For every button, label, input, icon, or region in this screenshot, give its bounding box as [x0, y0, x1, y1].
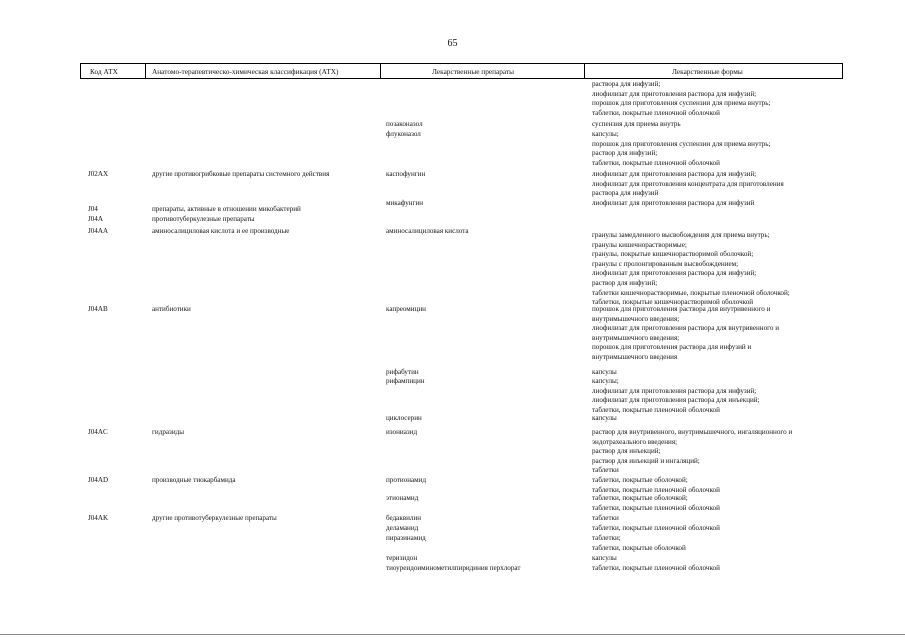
- atc-classification: производные тиокарбамида: [152, 476, 236, 484]
- header-divider: [584, 63, 585, 78]
- dosage-form-line: таблетки, покрытые оболочкой: [592, 543, 686, 552]
- dosage-form-line: раствора для инфузий: [592, 189, 659, 198]
- dosage-form-line: внутримышечного введения;: [592, 314, 680, 323]
- page-bottom-edge: [0, 634, 905, 635]
- dosage-form-line: гранулы с пролонгированным высвобождением;: [592, 259, 739, 268]
- dosage-form-line: внутримышечного введения;: [592, 333, 680, 342]
- dosage-form-line: капсулы;: [592, 130, 619, 138]
- dosage-form-line: лиофилизат для приготовления раствора для инъекций;: [592, 396, 760, 405]
- atc-classification: антибиотики: [152, 305, 191, 313]
- dosage-form-line: таблетки: [592, 466, 619, 475]
- dosage-form-line: таблетки, покрытые оболочкой;: [592, 476, 688, 484]
- dosage-form-line: таблетки кишечнорастворимые, покрытые пленочной оболочкой;: [592, 288, 790, 297]
- header-bottom-rule: [80, 78, 843, 79]
- atc-classification: противотуберкулезные препараты: [152, 215, 255, 223]
- dosage-form-line: капсулы: [592, 414, 617, 422]
- dosage-form-line: капсулы: [592, 554, 617, 562]
- drug-name: протионамид: [386, 476, 427, 484]
- drug-name: бедаквилин: [386, 514, 422, 522]
- header-divider: [145, 63, 146, 78]
- dosage-form-line: капсулы: [592, 368, 617, 376]
- dosage-form-line: таблетки, покрытые пленочной оболочкой: [592, 108, 720, 117]
- dosage-form-line: суспензия для приема внутрь: [592, 120, 681, 128]
- dosage-forms: [592, 514, 619, 524]
- dosage-form-line: лиофилизат для приготовления раствора для инфузий;: [592, 89, 757, 98]
- dosage-form-line: лиофилизат для приготовления раствора для внутривенного и: [592, 324, 780, 333]
- dosage-form-line: таблетки;: [592, 534, 621, 542]
- dosage-forms: [592, 130, 770, 168]
- atc-code: J04A: [88, 215, 103, 223]
- dosage-forms: [592, 534, 686, 553]
- header-divider: [842, 63, 843, 78]
- drug-name: изониазид: [386, 428, 418, 436]
- drug-name: каспофунгин: [386, 170, 426, 178]
- dosage-form-line: раствор для инфузий;: [592, 278, 658, 287]
- dosage-forms: [592, 494, 720, 513]
- header-code: Код АТХ: [90, 67, 118, 76]
- dosage-form-line: эндотрахеального введения;: [592, 437, 678, 446]
- dosage-form-line: внутримышечного введения: [592, 352, 678, 361]
- drug-name: рифампицин: [386, 377, 425, 385]
- atc-code: J04AC: [88, 428, 108, 436]
- header-divider: [380, 63, 381, 78]
- dosage-form-line: лиофилизат для приготовления концентрата для приготовления: [592, 179, 784, 188]
- dosage-form-line: лиофилизат для приготовления раствора для инфузий;: [592, 170, 757, 178]
- dosage-form-line: таблетки: [592, 514, 619, 522]
- header-forms: Лекарственные формы: [672, 67, 743, 76]
- atc-classification: препараты, активные в отношении микобактерий: [152, 205, 301, 213]
- drug-name: флуконазол: [386, 130, 421, 138]
- dosage-form-line: таблетки, покрытые пленочной оболочкой: [592, 503, 720, 512]
- atc-classification: гидразиды: [152, 428, 184, 436]
- dosage-forms: [592, 120, 681, 130]
- header-divider: [80, 63, 81, 78]
- drug-name: капреомицин: [386, 305, 426, 313]
- dosage-forms: [592, 199, 754, 209]
- drug-name: позаконазол: [386, 120, 423, 128]
- dosage-form-line: порошок для приготовления суспензии для приема внутрь;: [592, 139, 771, 148]
- drug-name: циклосерин: [386, 414, 422, 422]
- drug-name: теризидон: [386, 554, 418, 562]
- dosage-form-line: таблетки, покрытые кишечнорастворимой оболочкой: [592, 298, 754, 307]
- dosage-form-line: лиофилизат для приготовления раствора для инфузий;: [592, 386, 757, 395]
- drug-name: пиразинамид: [386, 534, 426, 542]
- drug-name: тиоуреидоиминометилпиридиния перхлорат: [386, 564, 521, 572]
- dosage-form-line: порошок для приготовления раствора для инфузий и: [592, 343, 752, 352]
- atc-code: J04AB: [88, 305, 108, 313]
- header-drugs: Лекарственные препараты: [432, 67, 515, 76]
- drug-name: микафунгин: [386, 199, 424, 207]
- drug-name: этионамид: [386, 494, 419, 502]
- atc-code: J04: [88, 205, 98, 213]
- dosage-form-line: раствор для инъекций;: [592, 447, 661, 456]
- atc-code: J04AD: [88, 476, 109, 484]
- dosage-form-line: гранулы кишечнорастворимые;: [592, 240, 687, 249]
- drug-name: деламанид: [386, 524, 419, 532]
- dosage-forms: [592, 524, 720, 534]
- dosage-form-line: таблетки, покрытые пленочной оболочкой: [592, 158, 720, 167]
- atc-code: J04AA: [88, 227, 109, 235]
- dosage-forms: [592, 305, 779, 363]
- dosage-forms: [592, 80, 770, 118]
- dosage-forms: [592, 428, 792, 476]
- dosage-form-line: лиофилизат для приготовления раствора для инфузий;: [592, 269, 757, 278]
- dosage-form-line: раствора для инфузий;: [592, 80, 661, 88]
- drug-name: аминосалициловая кислота: [386, 227, 469, 235]
- drug-name: рифабутин: [386, 368, 419, 376]
- header-classification: Анатомо-терапевтическо-химическая классификация (АТХ): [152, 67, 339, 76]
- dosage-form-line: капсулы;: [592, 377, 619, 385]
- dosage-forms: [592, 564, 720, 574]
- atc-classification: аминосалициловая кислота и ее производные: [152, 227, 290, 235]
- atc-code: J04AK: [88, 514, 109, 522]
- dosage-forms: [592, 476, 720, 495]
- dosage-form-line: гранулы замедленного высвобождения для приема внутрь;: [592, 231, 770, 239]
- dosage-form-line: таблетки, покрытые оболочкой;: [592, 494, 688, 502]
- atc-classification: другие противогрибковые препараты системного действия: [152, 170, 330, 178]
- dosage-form-line: раствор для инфузий;: [592, 149, 658, 158]
- dosage-form-line: раствор для инъекций и ингаляций;: [592, 456, 700, 465]
- dosage-forms: [592, 554, 617, 564]
- dosage-forms: [592, 231, 790, 308]
- dosage-forms: [592, 170, 784, 199]
- dosage-forms: [592, 377, 760, 415]
- dosage-form-line: порошок для приготовления суспензии для приема внутрь;: [592, 99, 771, 108]
- dosage-form-line: гранулы, покрытые кишечнорастворимой оболочкой;: [592, 250, 754, 259]
- atc-classification: другие противотуберкулезные препараты: [152, 514, 277, 522]
- header-top-rule: [80, 63, 843, 64]
- dosage-form-line: таблетки, покрытые пленочной оболочкой: [592, 405, 720, 414]
- dosage-form-line: порошок для приготовления раствора для внутривенного и: [592, 305, 771, 313]
- dosage-form-line: таблетки, покрытые пленочной оболочкой: [592, 564, 720, 572]
- atc-code: J02AX: [88, 170, 109, 178]
- dosage-forms: [592, 414, 617, 424]
- dosage-form-line: раствор для внутривенного, внутримышечного, ингаляционного и: [592, 428, 793, 436]
- dosage-form-line: лиофилизат для приготовления раствора для инфузий: [592, 199, 755, 207]
- dosage-form-line: таблетки, покрытые пленочной оболочкой: [592, 524, 720, 532]
- page-number: 65: [447, 38, 458, 49]
- dosage-form-line: таблетки, покрытые пленочной оболочкой: [592, 485, 720, 494]
